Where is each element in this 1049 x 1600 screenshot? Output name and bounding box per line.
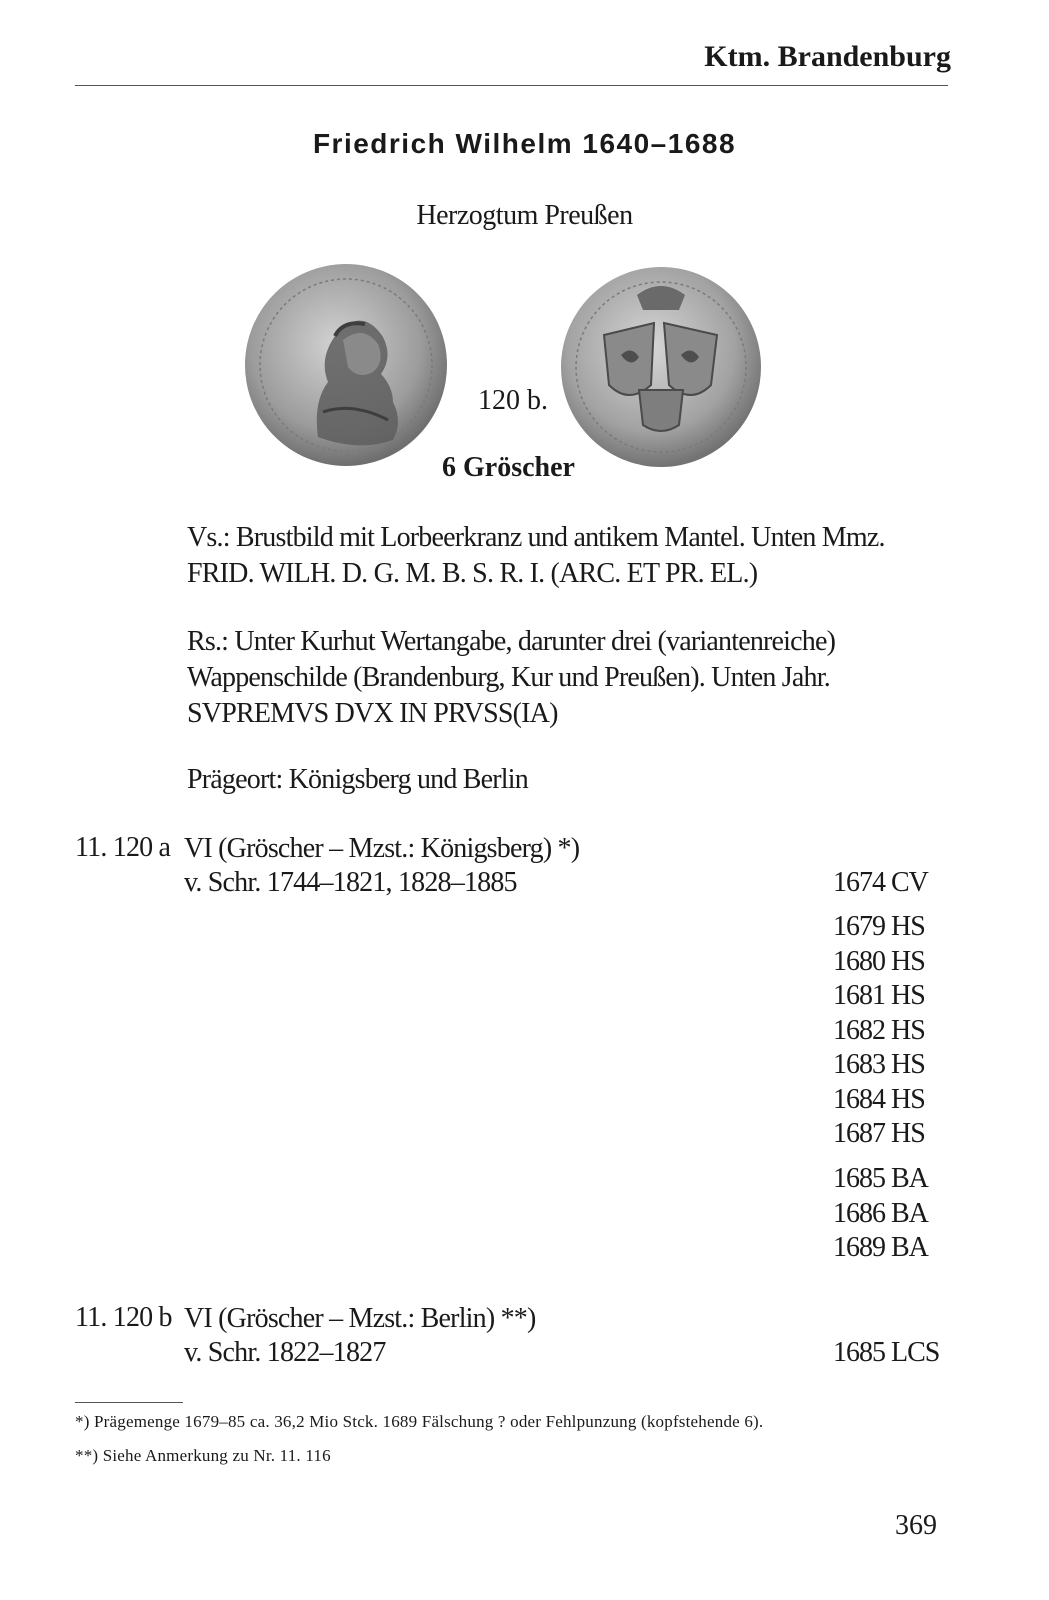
footnote: *) Prägemenge 1679–85 ca. 36,2 Mio Stck. 1689 Fälschung ? oder Fehlpunzung (kopfstehende 6). <box>75 1412 764 1431</box>
year-group <box>833 910 925 1152</box>
denomination-label: 6 Gröscher <box>442 452 575 483</box>
year-mintmark: 1689 BA <box>833 1232 928 1263</box>
year-group <box>833 1336 939 1371</box>
header-rule <box>75 85 948 86</box>
page-heading: Friedrich Wilhelm 1640–1688 <box>312 128 737 159</box>
reverse-line: Wappenschilde (Brandenburg, Kur und Preußen). Unten Jahr. <box>187 662 830 693</box>
year-mintmark: 1685 LCS <box>833 1337 940 1368</box>
catalogue-number: 11. 120 b <box>75 1302 172 1333</box>
catalogue-entry-line: v. Schr. 1744–1821, 1828–1885 <box>184 867 517 898</box>
obverse-line: Vs.: Brustbild mit Lorbeerkranz und antikem Mantel. Unten Mmz. <box>187 522 885 553</box>
year-mintmark: 1686 BA <box>833 1197 928 1229</box>
reverse-description <box>187 624 835 732</box>
page-number: 369 <box>895 1510 937 1541</box>
year-mintmark: 1680 HS <box>833 945 925 977</box>
year-mintmark: 1687 HS <box>833 1118 925 1149</box>
reverse-line: Rs.: Unter Kurhut Wertangabe, darunter drei (variantenreiche) <box>187 626 836 657</box>
coin-obverse-image <box>243 262 449 468</box>
catalogue-number: 11. 120 a <box>75 832 171 863</box>
subheading: Herzogtum Preußen <box>416 200 633 231</box>
obverse-description <box>187 520 885 592</box>
coin-reverse-image <box>559 265 763 469</box>
catalogue-entry-line: v. Schr. 1822–1827 <box>184 1337 386 1368</box>
catalogue-entry-text <box>184 1302 536 1370</box>
obverse-line: FRID. WILH. D. G. M. B. S. R. I. (ARC. ET PR. EL.) <box>187 558 758 589</box>
running-header: Ktm. Brandenburg <box>704 40 951 73</box>
catalogue-entry-line: VI (Gröscher – Mzst.: Berlin) **) <box>184 1303 536 1334</box>
reverse-line: SVPREMVS DVX IN PRVSS(IA) <box>187 698 558 729</box>
footnote-rule <box>75 1402 183 1403</box>
year-mintmark: 1681 HS <box>833 980 925 1011</box>
year-mintmark: 1682 HS <box>833 1014 925 1046</box>
year-group <box>833 866 928 901</box>
mint-place: Prägeort: Königsberg und Berlin <box>187 764 528 795</box>
year-mintmark: 1685 BA <box>833 1163 928 1194</box>
coin-reference-label: 120 b. <box>478 385 548 416</box>
year-mintmark: 1684 HS <box>833 1083 925 1115</box>
footnote: **) Siehe Anmerkung zu Nr. 11. 116 <box>75 1446 331 1465</box>
year-mintmark: 1674 CV <box>833 867 928 898</box>
year-mintmark: 1679 HS <box>833 911 925 942</box>
year-group <box>833 1162 928 1266</box>
catalogue-entry-text <box>184 832 579 900</box>
catalogue-entry-line: VI (Gröscher – Mzst.: Königsberg) *) <box>184 833 580 864</box>
year-mintmark: 1683 HS <box>833 1049 925 1080</box>
